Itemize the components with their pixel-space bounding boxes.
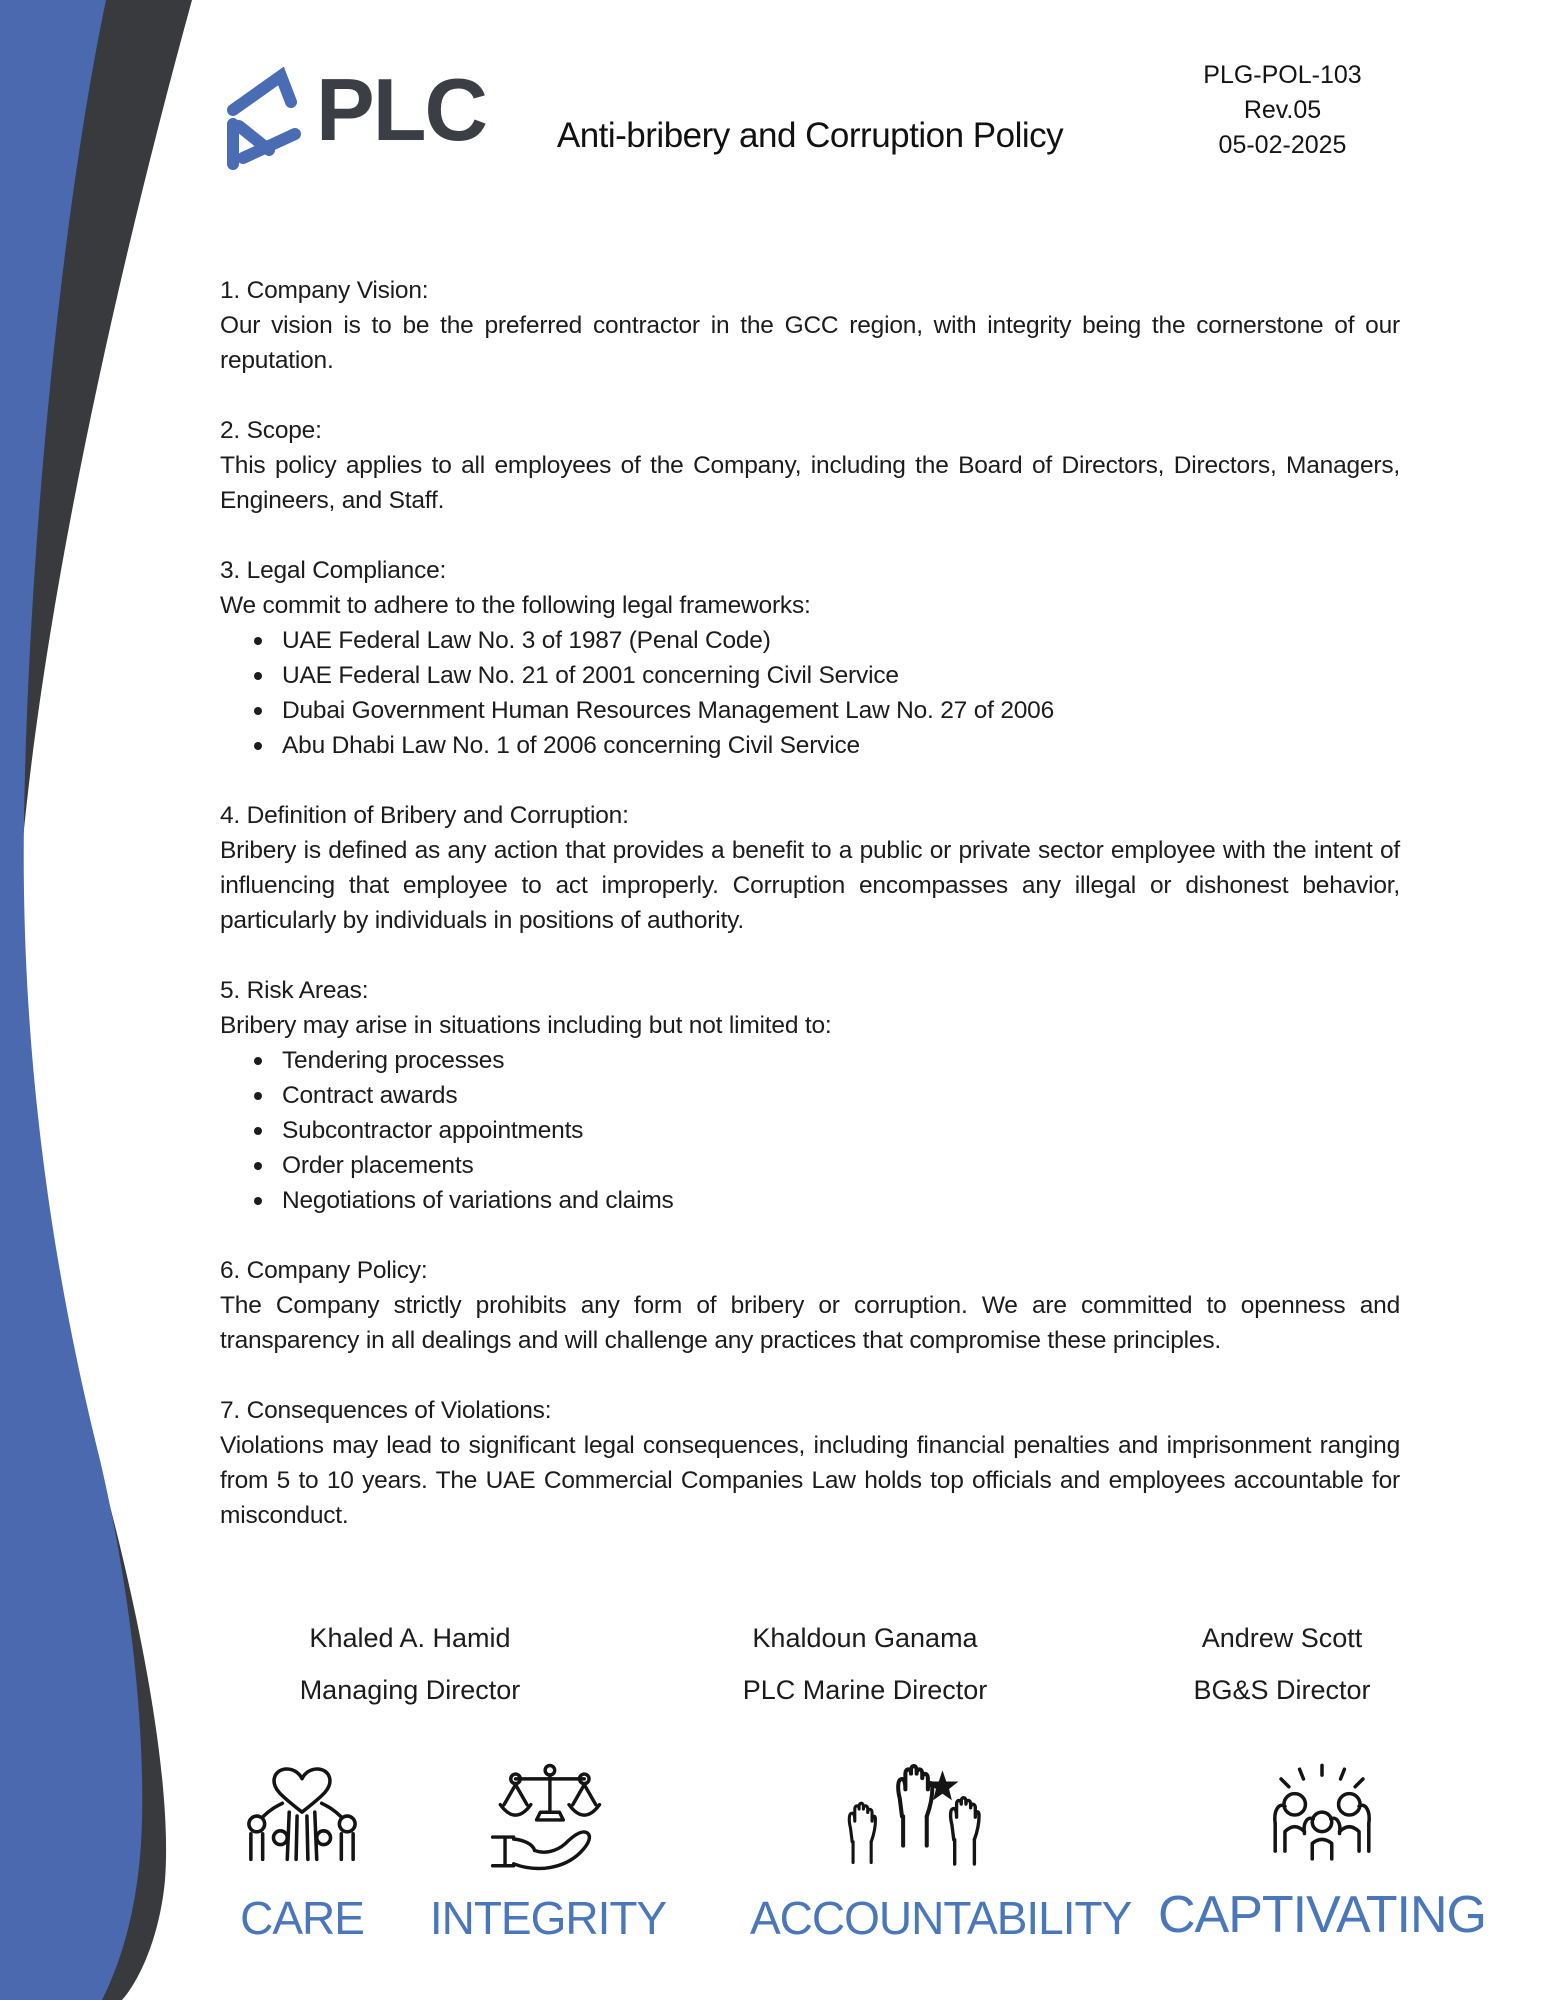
value-label-care: CARE [240, 1892, 364, 1944]
document-header [220, 0, 1400, 185]
bullet-item: UAE Federal Law No. 21 of 2001 concerning Civil Service [282, 658, 1400, 693]
signatory-bgs-director [1193, 1621, 1370, 1708]
signatory-name: Khaldoun Ganama [752, 1623, 978, 1653]
bullet-item: Tendering processes [282, 1043, 1400, 1078]
legal-frameworks-list [220, 623, 1400, 763]
document-date: 05-02-2025 [1218, 131, 1347, 159]
section-body-text: The Company strictly prohibits any form of bribery or corruption. We are committed to openness and transparency in all dealings and will challenge any practices that compromise these principles. [220, 1292, 1400, 1354]
signatory-managing-director [300, 1621, 521, 1708]
captivating-celebration-icon [1244, 1761, 1400, 1873]
signatory-name: Andrew Scott [1201, 1623, 1363, 1653]
section-risk-areas [220, 973, 1400, 1218]
left-curve-decoration [0, 0, 230, 2000]
document-revision: Rev.05 [1243, 96, 1322, 124]
bullet-item: Abu Dhabi Law No. 1 of 2006 concerning Civil Service [282, 728, 1400, 763]
section-consequences [220, 1393, 1400, 1533]
signatory-title: BG&S Director [1193, 1675, 1371, 1705]
value-integrity [378, 1757, 718, 1945]
bullet-item: Dubai Government Human Resources Management Law No. 27 of 2006 [282, 693, 1400, 728]
section-body-text: Bribery may arise in situations including but not limited to: [220, 1012, 832, 1039]
value-captivating [1152, 1751, 1492, 1945]
section-scope [220, 413, 1400, 518]
section-heading: 4. Definition of Bribery and Corruption: [220, 802, 629, 829]
bullet-item: Negotiations of variations and claims [282, 1183, 1400, 1218]
section-heading: 1. Company Vision: [220, 277, 429, 304]
care-heart-hands-icon [243, 1761, 361, 1879]
risk-areas-list [220, 1043, 1400, 1218]
section-definition [220, 798, 1400, 938]
section-heading: 5. Risk Areas: [220, 977, 369, 1004]
section-company-vision [220, 273, 1400, 378]
section-body-text: This policy applies to all employees of the Company, including the Board of Directors, Directors, Managers, Engineers, and Staff. [220, 452, 1400, 514]
bullet-item: Order placements [282, 1148, 1400, 1183]
section-legal-compliance [220, 553, 1400, 763]
bullet-item: Contract awards [282, 1078, 1400, 1113]
document-code: PLG-POL-103 [1203, 61, 1362, 89]
integrity-scales-hand-icon [485, 1757, 611, 1879]
signatory-title: Managing Director [299, 1675, 521, 1705]
section-company-policy [220, 1253, 1400, 1358]
accountability-raised-hands-icon [845, 1759, 995, 1879]
signatory-marine-director [743, 1621, 988, 1708]
value-label-accountability: ACCOUNTABILITY [750, 1892, 1132, 1944]
section-body-text: Bribery is defined as any action that provides a benefit to a public or private sector employee with the intent of influencing that employee to act improperly. Corruption encompasses any illegal or dishonest behavior, particularly by individuals in positions of authority. [220, 837, 1400, 934]
section-body-text: Our vision is to be the preferred contractor in the GCC region, with integrity being the cornerstone of our reputation. [220, 312, 1400, 374]
bullet-item: Subcontractor appointments [282, 1113, 1400, 1148]
company-values-strip [220, 1757, 1486, 1992]
value-label-captivating: CAPTIVATING [1158, 1886, 1486, 1944]
signature-block [220, 1621, 1400, 1721]
signatory-title: PLC Marine Director [742, 1675, 988, 1705]
section-body-text: We commit to adhere to the following legal frameworks: [220, 592, 811, 619]
section-heading: 7. Consequences of Violations: [220, 1397, 552, 1424]
section-heading: 2. Scope: [220, 417, 322, 444]
plc-logo-mark-icon [225, 58, 303, 170]
signatory-name: Khaled A. Hamid [309, 1623, 511, 1653]
section-heading: 3. Legal Compliance: [220, 557, 447, 584]
value-accountability [750, 1757, 1132, 1945]
document-title: Anti-bribery and Corruption Policy [556, 116, 1064, 155]
plc-logo-text: PLC [316, 60, 486, 159]
value-label-integrity: INTEGRITY [429, 1892, 667, 1944]
policy-body [220, 273, 1400, 1533]
document-codes [1165, 58, 1400, 163]
section-heading: 6. Company Policy: [220, 1257, 428, 1284]
section-body-text: Violations may lead to significant legal consequences, including financial penalties and imprisonment ranging from 5 to 10 years. The UAE Commercial Companies Law holds top officials and employees accountable for misconduct. [220, 1432, 1400, 1529]
bullet-item: UAE Federal Law No. 3 of 1987 (Penal Code) [282, 623, 1400, 658]
